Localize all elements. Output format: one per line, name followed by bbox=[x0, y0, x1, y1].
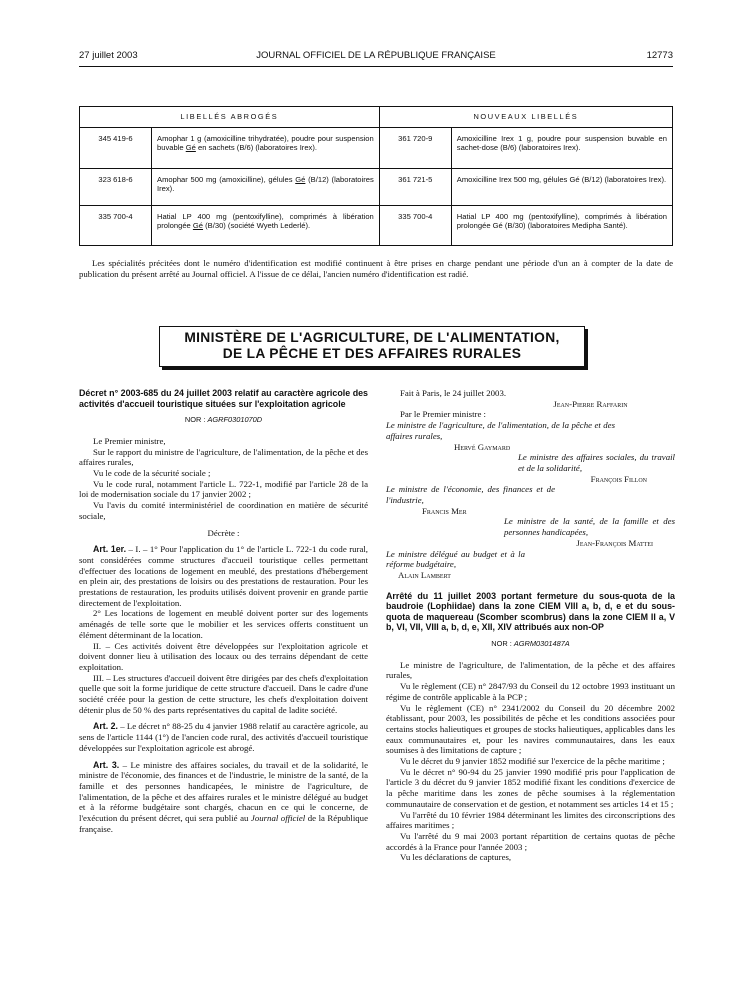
decree-art2: Art. 2. – Le décret n° 88-25 du 4 janvier 1988 relatif au caractère agricole, au sens de l'article 1144 (1°) de l'ancien code rural, des activités d'accueil touristique développées sur l'exploitation agricole est abrogé. bbox=[79, 721, 369, 753]
decree-p3: Vu le code de la sécurité sociale ; bbox=[93, 468, 211, 478]
table-note: Les spécialités précitées dont le numéro d'identification est modifié continuent à être prises en charge pendant une période d'un an à compter de la date de publication du présent arrêté au Journal officiel. A l'issue de ce délai, l'ancien numéro d'identification est radié. bbox=[79, 258, 673, 279]
arrete-p2: Vu le règlement (CE) n° 2847/93 du Conseil du 12 octobre 1993 instituant un régime de contrôle applicable à la PCP ; bbox=[386, 681, 675, 702]
arrete-p7: Vu l'arrêté du 9 mai 2003 portant répartition de certains quotas de pêche accordés à la France pour l'année 2003 ; bbox=[386, 830, 675, 852]
signature-min-agri: Le ministre de l'agriculture, de l'alimentation, de la pêche et des affaires rurales, bbox=[386, 420, 615, 441]
signature-min-eco-name: Francis Mer bbox=[422, 505, 467, 516]
table-row bbox=[80, 128, 673, 169]
signature-min-budget-name: Alain Lambert bbox=[398, 569, 451, 580]
decree-art3: Art. 3. – Le ministre des affaires sociales, du travail et de la solidarité, le ministre de l'économie, des finances et de l'industrie, le ministre de la santé, de la famille et des personnes handicapées, le ministre de l'agriculture, de l'alimentation, de la pêche et des affaires rurales et le ministre délégué au budget et à la réforme budgétaire sont chargés, chacun en ce qui le concerne, de l'exécution du présent décret, qui sera publié au Journal officiel de la République française. bbox=[79, 759, 368, 834]
table-row bbox=[80, 169, 673, 206]
issue-date: 27 juillet 2003 bbox=[79, 50, 138, 61]
code-new: 361 720-9 bbox=[379, 128, 451, 169]
desc-old: Hatial LP 400 mg (pentoxifylline), comprimés à libération prolongée Gé (B/30) (société Wyeth Lederlé). bbox=[152, 206, 380, 246]
decree-nor: NOR : AGRF0301070D bbox=[184, 415, 263, 425]
signature-min-soc: Le ministre des affaires sociales, du travail et de la solidarité, bbox=[518, 452, 675, 473]
desc-new: Amoxicilline Irex 1 g, poudre pour suspension buvable en sachet-dose (B/6) (laboratoires Irex). bbox=[451, 128, 672, 169]
arrete-p8: Vu les déclarations de captures, bbox=[400, 852, 512, 863]
decree-p2: Sur le rapport du ministre de l'agriculture, de l'alimentation, de la pêche et des affaires rurales, bbox=[79, 446, 368, 468]
decree-p4: Vu le code rural, notamment l'article L. 722-1, modifié par l'article 28 de la loi de modernisation sociale du 17 janvier 2002 ; bbox=[79, 478, 368, 500]
code-new: 361 721-5 bbox=[379, 169, 451, 206]
decree-art1: Art. 1er. – I. – 1° Pour l'application du 1° de l'article L. 722-1 du code rural, sont considérées comme structures d'accueil touristique celles permettant d'effectuer des locations de logement en meublé, des prestations d'hébergement en plein air, des prestations de loisirs ou des prestations de restauration. Pour les prestations de restauration, les produits utilisés doivent provenir en grande partie directement de l'exploitation. bbox=[79, 544, 369, 608]
arrete-p6: Vu l'arrêté du 10 février 1984 déterminant les limites des circonscriptions des affaires maritimes ; bbox=[386, 809, 675, 831]
desc-old: Amophar 500 mg (amoxicilline), gélules Gé (B/12) (laboratoires Irex). bbox=[152, 169, 380, 206]
left-column bbox=[79, 388, 368, 835]
page-header bbox=[79, 50, 673, 64]
ministry-heading-box bbox=[159, 326, 585, 367]
decree-decrete: Décrète : bbox=[207, 527, 240, 538]
decree-p1: Le Premier ministre, bbox=[93, 435, 166, 446]
page-number: 12773 bbox=[646, 50, 673, 61]
code-new: 335 700-4 bbox=[379, 206, 451, 246]
signature-par-pm: Par le Premier ministre : bbox=[400, 409, 486, 420]
labels-table bbox=[79, 106, 673, 246]
arrete-p1: Le ministre de l'agriculture, de l'alimentation, de la pêche et des affaires rurales, bbox=[386, 659, 675, 681]
col-header-new: NOUVEAUX LIBELLÉS bbox=[379, 107, 672, 128]
ministry-line-2: DE LA PÊCHE ET DES AFFAIRES RURALES bbox=[222, 346, 522, 361]
desc-new: Hatial LP 400 mg (pentoxifylline), comprimés à libération prolongée Gé (B/30) (laboratoires Medipha Santé). bbox=[451, 206, 672, 246]
signature-min-eco: Le ministre de l'économie, des finances et de l'industrie, bbox=[386, 484, 555, 506]
ministry-line-1: MINISTÈRE DE L'AGRICULTURE, DE L'ALIMENTATION, bbox=[184, 330, 560, 345]
arrete-p5: Vu le décret n° 90-94 du 25 janvier 1990 modifié pris pour l'application de l'article 3 du décret du 9 janvier 1852 modifié fixant les conditions d'exercice de la pêche maritime dans les zones de pêche soumises à la réglementation communautaire de conservation et de gestion, et notamment ses articles 14 et 15 ; bbox=[386, 766, 675, 809]
arrete-title: Arrêté du 11 juillet 2003 portant fermeture du sous-quota de la baudroie (Lophiidae) dans la zone CIEM VIII a, b, d, e et du sous-quota de maquereau (Scomber scombrus) dans la zone CIEM II a, V b, VI, VII, VIII a, b, d, e, XII, XIV attribués aux non-OP bbox=[386, 590, 675, 633]
signature-min-sante-name: Jean-François Mattei bbox=[576, 537, 653, 548]
code-old: 345 419-6 bbox=[80, 128, 152, 169]
decree-p5: Vu l'avis du comité interministériel de coordination en matière de sécurité sociale, bbox=[79, 500, 368, 521]
arrete-p3: Vu le règlement (CE) n° 2341/2002 du Conseil du 20 décembre 2002 établissant, pour 2003, les possibilités de pêche et les conditions associées pour certains stocks halieutiques et groupes de stocks halieutiques, applicables dans les eaux communautaires et, pour les navires communautaires, dans les eaux soumises à des limitations de capture ; bbox=[386, 702, 675, 756]
table-row bbox=[80, 206, 673, 246]
signature-min-sante: Le ministre de la santé, de la famille et des personnes handicapées, bbox=[504, 516, 675, 538]
signature-place-date: Fait à Paris, le 24 juillet 2003. bbox=[400, 388, 507, 398]
signature-min-agri-name: Hervé Gaymard bbox=[454, 441, 511, 452]
decree-title: Décret n° 2003-685 du 24 juillet 2003 relatif au caractère agricole des activités d'accueil touristique situées sur l'exploitation agricole bbox=[79, 388, 368, 409]
col-header-old: LIBELLÉS ABROGÉS bbox=[80, 107, 380, 128]
signature-pm: Jean-Pierre Raffarin bbox=[553, 398, 628, 409]
arrete-nor: NOR : AGRM0301487A bbox=[491, 639, 570, 649]
table-header-row bbox=[80, 107, 673, 128]
decree-art1-p3: II. – Ces activités doivent être développées sur l'exploitation agricole et doivent donner lieu à utilisation des locaux ou des terrains dépendant de cette exploitation. bbox=[79, 640, 368, 672]
code-old: 323 618-6 bbox=[80, 169, 152, 206]
desc-old: Amophar 1 g (amoxicilline trihydratée), poudre pour suspension buvable Gé en sachets (B/6) (laboratoires Irex). bbox=[152, 128, 380, 169]
right-column bbox=[386, 388, 675, 863]
desc-new: Amoxicilline Irex 500 mg, gélules Gé (B/12) (laboratoires Irex). bbox=[451, 169, 672, 206]
code-old: 335 700-4 bbox=[80, 206, 152, 246]
arrete-p4: Vu le décret du 9 janvier 1852 modifié sur l'exercice de la pêche maritime ; bbox=[400, 756, 665, 767]
decree-art1-p2: 2° Les locations de logement en meublé doivent porter sur des logements aménagés de telle sorte que le mobilier et les services offerts constituent un élément déterminant de la location. bbox=[79, 608, 368, 640]
signature-min-soc-name: François Fillon bbox=[590, 473, 647, 484]
header-rule bbox=[79, 66, 673, 67]
journal-title: JOURNAL OFFICIEL DE LA RÉPUBLIQUE FRANÇAISE bbox=[256, 50, 496, 61]
decree-art1-p4: III. – Les structures d'accueil doivent être dirigées par des chefs d'exploitation quelle que soit la forme juridique de cette structure d'accueil. Dans le cadre d'une société créée pour la gestion de cette structure, les chefs d'exploitation doivent détenir plus de 50 % des parts représentatives du capital de ladite société. bbox=[79, 672, 368, 715]
signature-min-budget: Le ministre délégué au budget et à la réforme budgétaire, bbox=[386, 548, 525, 570]
